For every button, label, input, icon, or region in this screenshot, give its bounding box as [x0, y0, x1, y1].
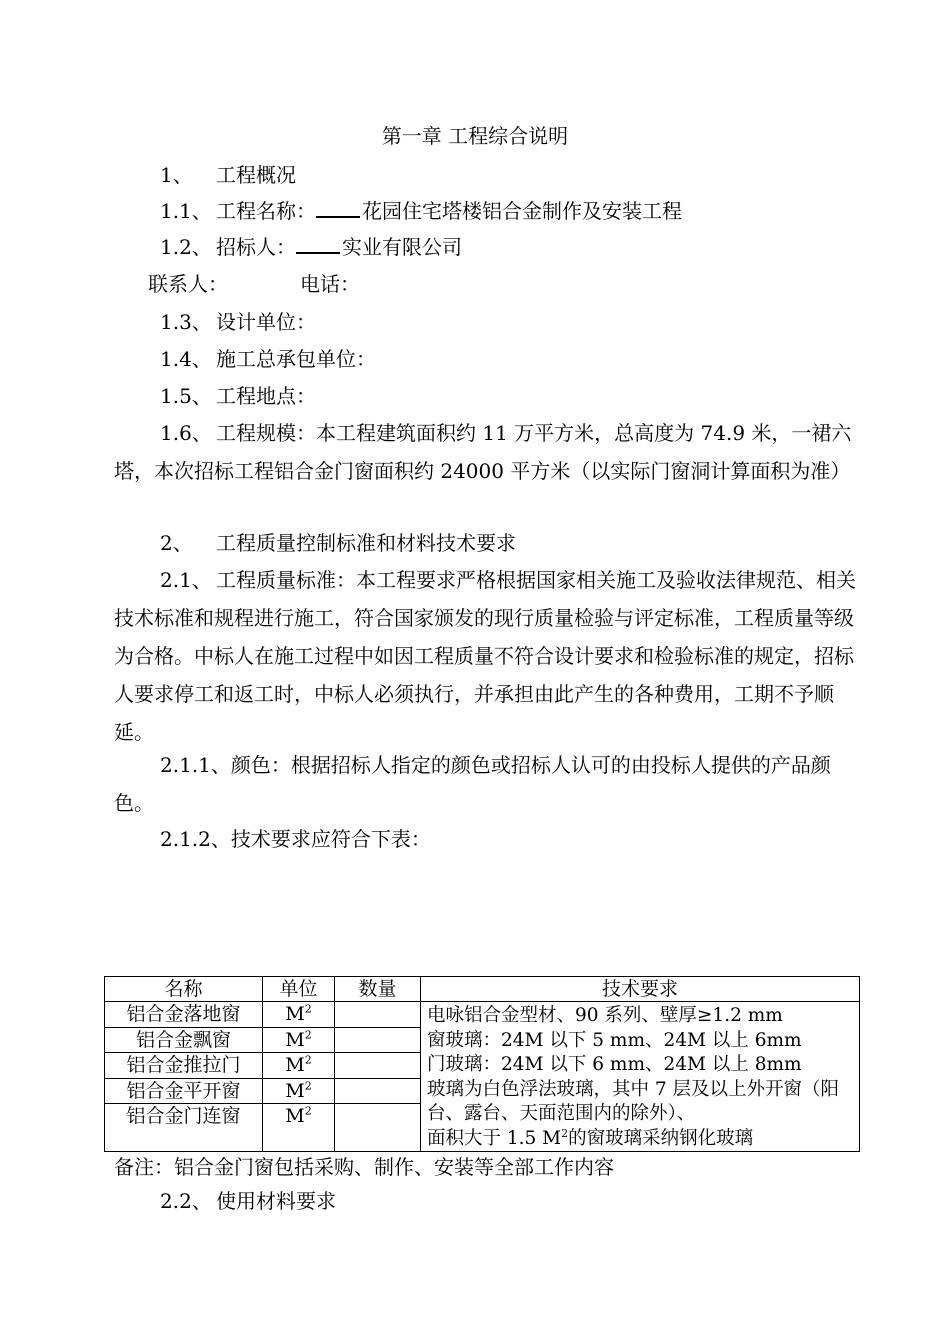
section-text: 施工总承包单位： — [216, 347, 376, 371]
section-number: 1.5、 — [160, 384, 212, 408]
tech-line: 电咏铝合金型材、90 系列、壁厚≥1.2 mm — [427, 1005, 783, 1026]
section-1 — [114, 156, 860, 194]
section-number: 2.1.1、 — [160, 753, 231, 777]
table-header-row — [105, 977, 860, 1002]
row-name: 铝合金平开窗 — [105, 1078, 263, 1104]
section-text: 工程概况 — [216, 163, 296, 187]
header-unit: 单位 — [263, 977, 335, 1002]
row-qty — [335, 1002, 421, 1028]
tech-line: 门玻璃：24M 以下 6 mm、24M 以上 8mm — [427, 1054, 802, 1075]
section-label: 工程名称： — [216, 199, 316, 223]
section-1-2 — [114, 228, 860, 266]
section-2-1-2 — [114, 820, 860, 858]
section-number: 1.6、 — [160, 421, 212, 445]
header-qty: 数量 — [335, 977, 421, 1002]
section-1-3 — [114, 303, 860, 341]
header-name: 名称 — [105, 977, 263, 1002]
section-text: 工程质量控制标准和材料技术要求 — [216, 531, 516, 555]
section-1-1 — [114, 192, 860, 230]
blank-underline — [316, 196, 360, 218]
section-text: 实业有限公司 — [342, 235, 462, 259]
contact-phone-label: 电话： — [300, 272, 360, 296]
section-2 — [114, 524, 860, 562]
section-number: 2、 — [160, 531, 193, 555]
tech-line: 面积大于 1.5 $M^2$的窗玻璃采纳钢化玻璃 — [427, 1126, 754, 1149]
row-qty — [335, 1027, 421, 1053]
section-number: 1.3、 — [160, 310, 212, 334]
section-text: 工程质量标准：本工程要求严格根据国家相关施工及验收法律规范、相关技术标准和规程进行施工，符合国家颁发的现行质量检验与评定标准，工程质量等级为合格。中标人在施工过程中如因工程质量不符合设计要求和检验标准的规定，招标人要求停工和返工时，中标人必须执行，并承担由此产生的各种费用，工期不予顺延。 — [114, 568, 856, 744]
section-2-1 — [114, 561, 860, 751]
section-label: 招标人： — [216, 235, 296, 259]
section-1-6 — [114, 414, 860, 490]
tech-line: 玻璃为白色浮法玻璃，其中 7 层及以上外开窗（阳台、露台、天面范围内的除外）、 — [427, 1078, 840, 1124]
header-tech: 技术要求 — [421, 977, 860, 1002]
contact-line — [148, 268, 360, 300]
section-number: 1.4、 — [160, 347, 212, 371]
row-qty — [335, 1078, 421, 1104]
section-2-2 — [160, 1186, 336, 1216]
section-text: 设计单位： — [216, 310, 316, 334]
row-unit: $M^2$ — [263, 1002, 335, 1028]
row-unit: $M^2$ — [263, 1104, 335, 1152]
section-1-4 — [114, 340, 860, 378]
section-text: 技术要求应符合下表： — [230, 827, 431, 851]
row-name: 铝合金推拉门 — [105, 1053, 263, 1079]
section-2-1-1 — [114, 746, 860, 822]
contact-person-label: 联系人： — [148, 272, 228, 296]
section-number: 2.2、 — [160, 1189, 212, 1213]
row-unit: $M^2$ — [263, 1027, 335, 1053]
section-number: 1.1、 — [160, 199, 212, 223]
row-qty — [335, 1053, 421, 1079]
row-qty — [335, 1104, 421, 1152]
section-number: 2.1.2、 — [160, 827, 231, 851]
row-unit: $M^2$ — [263, 1078, 335, 1104]
section-text: 使用材料要求 — [216, 1189, 336, 1213]
row-name: 铝合金飘窗 — [105, 1027, 263, 1053]
table-note: 备注：铝合金门窗包括采购、制作、安装等全部工作内容 — [114, 1155, 614, 1179]
tech-line: 窗玻璃：24M 以下 5 mm、24M 以上 6mm — [427, 1029, 802, 1051]
section-text: 颜色：根据招标人指定的颜色或招标人认可的由投标人提供的产品颜色。 — [114, 753, 831, 815]
tech-requirements — [421, 1002, 860, 1152]
row-name: 铝合金门连窗 — [105, 1104, 263, 1152]
section-text: 花园住宅塔楼铝合金制作及安装工程 — [362, 199, 682, 223]
section-number: 1、 — [160, 163, 193, 187]
section-1-5 — [114, 377, 860, 415]
row-name: 铝合金落地窗 — [105, 1002, 263, 1028]
section-text: 工程地点： — [216, 384, 316, 408]
section-text: 工程规模：本工程建筑面积约 11 万平方米，总高度为 74.9 米，一裙六塔，本次招标工程铝合金门窗面积约 24000 平方米（以实际门窗洞计算面积为准） — [114, 421, 852, 483]
chapter-title: 第一章 工程综合说明 — [381, 124, 569, 148]
section-number: 2.1、 — [160, 568, 212, 592]
table-row — [105, 1002, 860, 1028]
section-number: 1.2、 — [160, 235, 212, 259]
spec-table — [104, 976, 860, 1152]
row-unit: $M^2$ — [263, 1053, 335, 1079]
blank-underline — [296, 232, 340, 254]
